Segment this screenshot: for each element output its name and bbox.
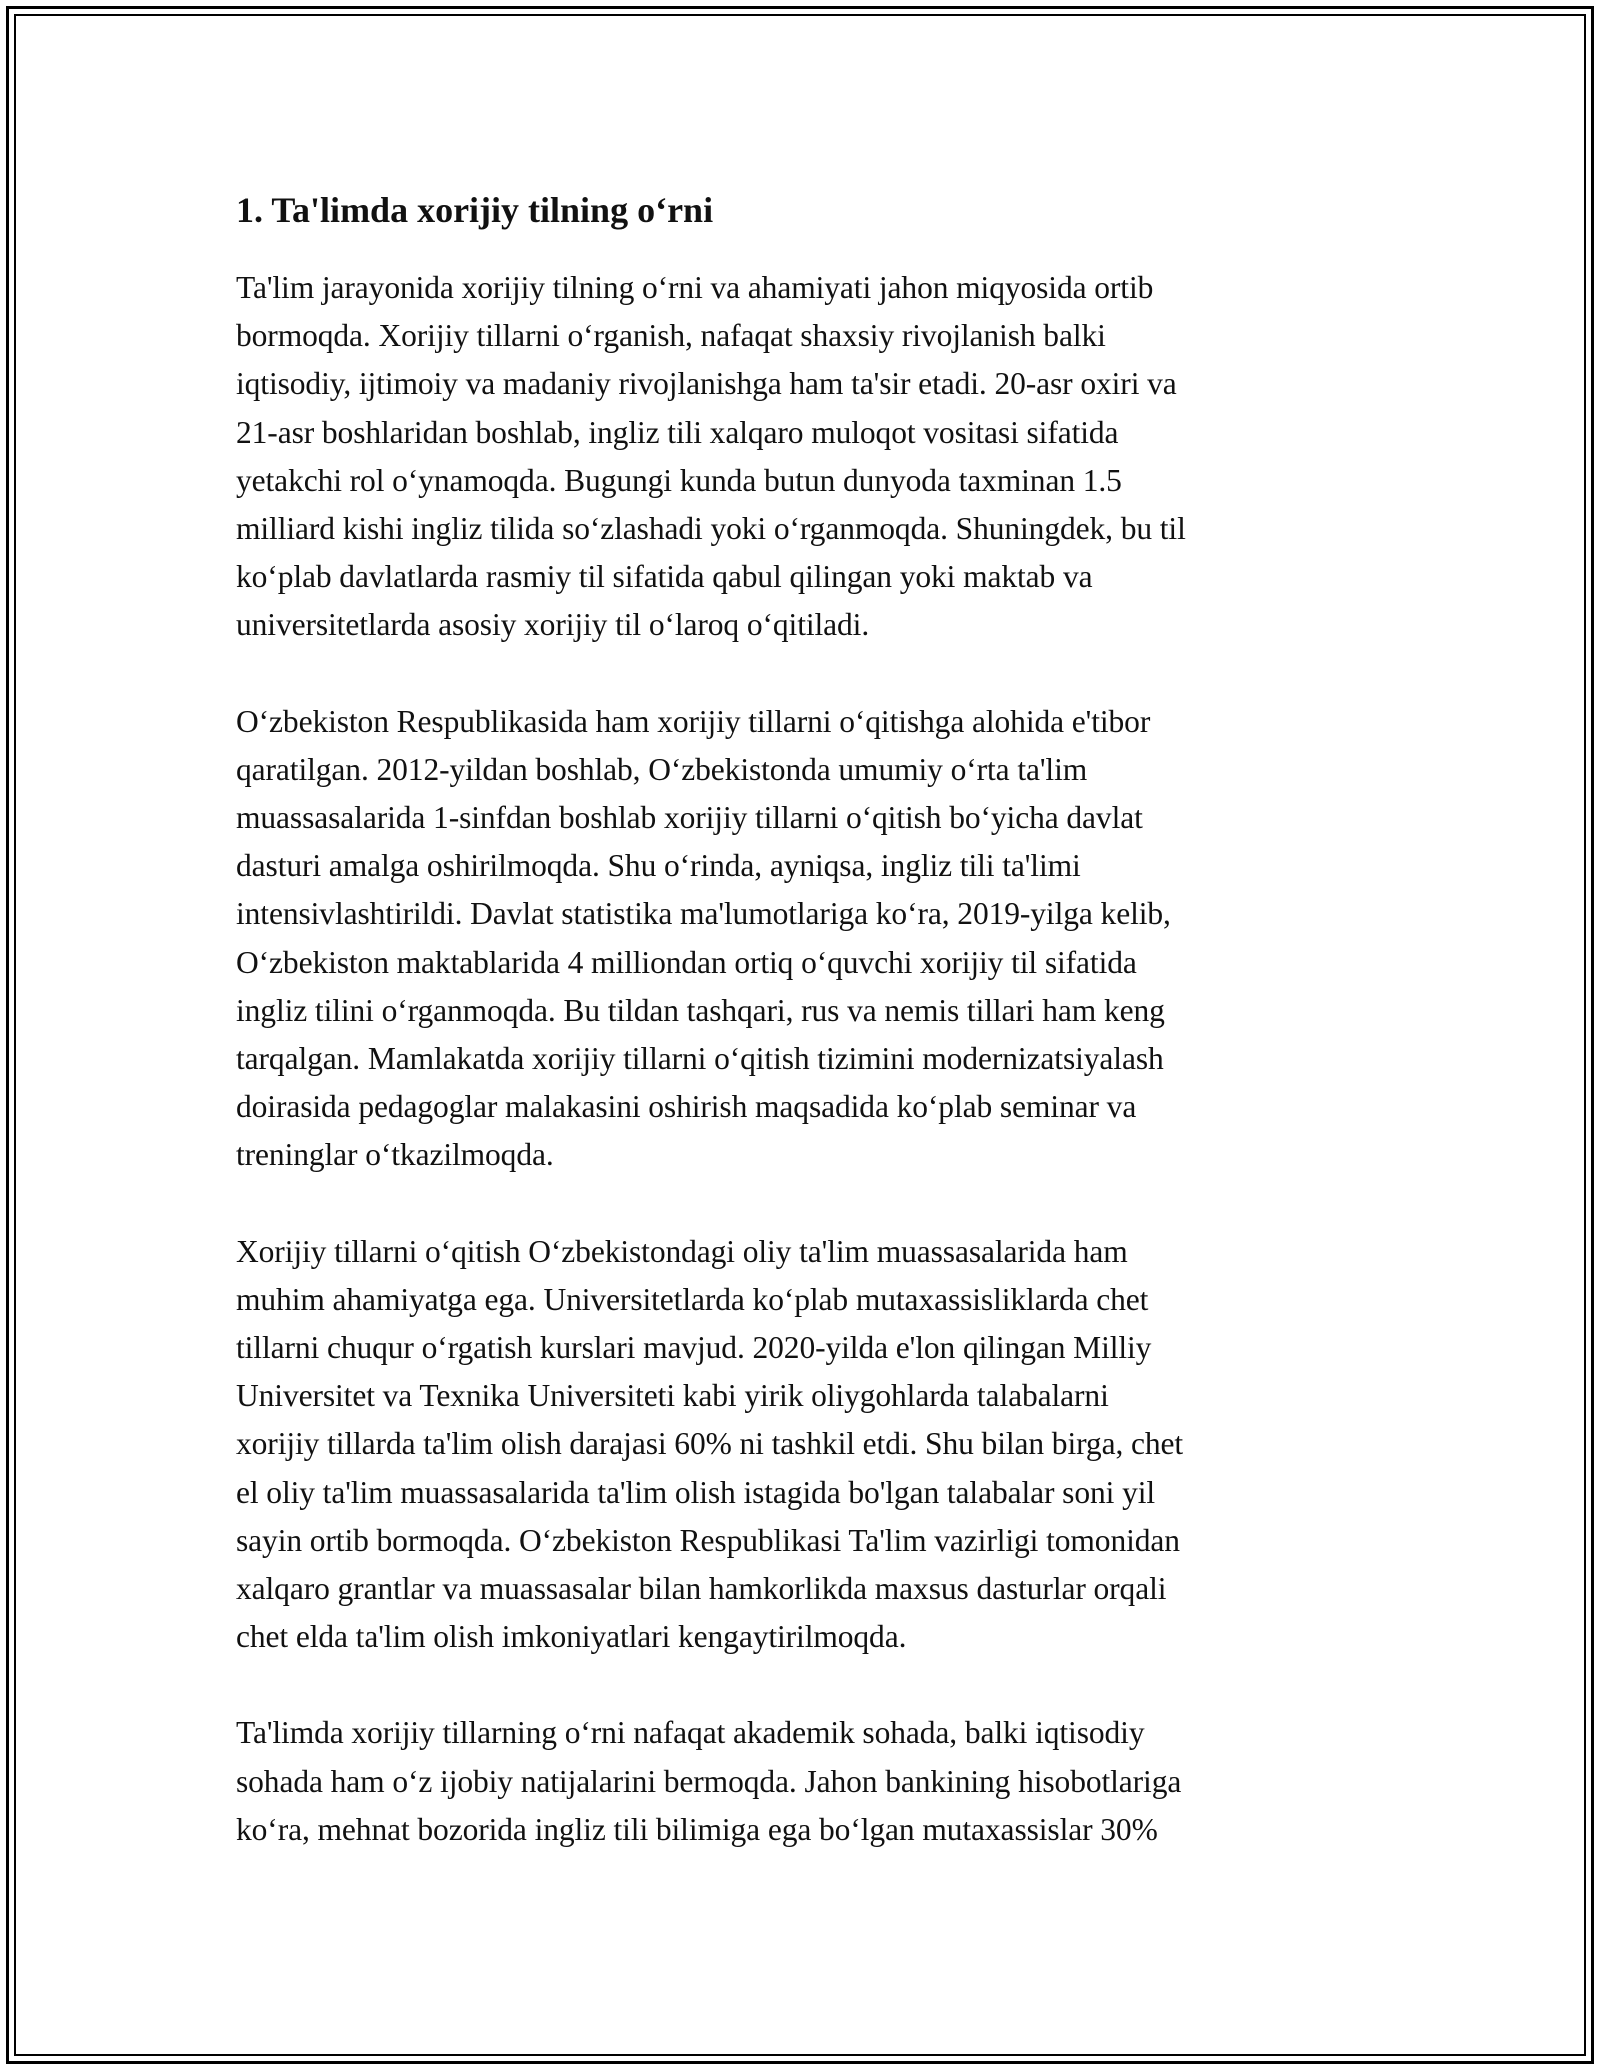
text-line: Oʻzbekiston maktablarida 4 milliondan ortiq oʻquvchi xorijiy til sifatida <box>236 944 1137 980</box>
text-line: intensivlashtirildi. Davlat statistika ma'lumotlariga koʻra, 2019-yilga kelib, <box>236 896 1171 932</box>
text-line: muassasalarida 1-sinfdan boshlab xorijiy tillarni oʻqitish boʻyicha davlat <box>236 800 1143 836</box>
text-line: bormoqda. Xorijiy tillarni oʻrganish, nafaqat shaxsiy rivojlanish balki <box>236 318 1106 354</box>
text-line: treninglar oʻtkazilmoqda. <box>236 1137 554 1173</box>
text-line: Universitet va Texnika Universiteti kabi yirik oliygohlarda talabalarni <box>236 1378 1109 1414</box>
text-line: muhim ahamiyatga ega. Universitetlarda koʻplab mutaxassisliklarda chet <box>236 1281 1149 1317</box>
text-line: doirasida pedagoglar malakasini oshirish maqsadida koʻplab seminar va <box>236 1089 1137 1125</box>
text-line: qaratilgan. 2012-yildan boshlab, Oʻzbekistonda umumiy oʻrta ta'lim <box>236 751 1088 787</box>
section-heading: 1. Ta'limda xorijiy tilning oʻrni <box>236 190 714 230</box>
text-line: Ta'limda xorijiy tillarning oʻrni nafaqat akademik sohada, balki iqtisodiy <box>236 1715 1145 1751</box>
text-line: 21-asr boshlaridan boshlab, ingliz tili xalqaro muloqot vositasi sifatida <box>236 414 1119 450</box>
text-line: yetakchi rol oʻynamoqda. Bugungi kunda butun dunyoda taxminan 1.5 <box>236 462 1122 498</box>
text-line: koʻplab davlatlarda rasmiy til sifatida qabul qilingan yoki maktab va <box>236 559 1093 595</box>
text-line: milliard kishi ingliz tilida soʻzlashadi yoki oʻrganmoqda. Shuningdek, bu til <box>236 511 1186 547</box>
text-line: tillarni chuqur oʻrgatish kurslari mavjud. 2020-yilda e'lon qilingan Milliy <box>236 1330 1152 1366</box>
text-line: universitetlarda asosiy xorijiy til oʻlaroq oʻqitiladi. <box>236 607 870 643</box>
document-body <box>236 186 1368 1902</box>
text-line: el oliy ta'lim muassasalarida ta'lim olish istagida bo'lgan talabalar soni yil <box>236 1474 1156 1510</box>
text-line: iqtisodiy, ijtimoiy va madaniy rivojlanishga ham ta'sir etadi. 20-asr oxiri va <box>236 366 1177 402</box>
text-line: Ta'lim jarayonida xorijiy tilning oʻrni va ahamiyati jahon miqyosida ortib <box>236 270 1154 305</box>
paragraph-3 <box>236 1228 1368 1662</box>
text-line: sohada ham oʻz ijobiy natijalarini bermoqda. Jahon bankining hisobotlariga <box>236 1763 1182 1799</box>
text-line: sayin ortib bormoqda. Oʻzbekiston Respublikasi Ta'lim vazirligi tomonidan <box>236 1522 1180 1558</box>
text-line: ingliz tilini oʻrganmoqda. Bu tildan tashqari, rus va nemis tillari ham keng <box>236 992 1165 1028</box>
text-line: tarqalgan. Mamlakatda xorijiy tillarni oʻqitish tizimini modernizatsiyalash <box>236 1041 1164 1077</box>
text-line: dasturi amalga oshirilmoqda. Shu oʻrinda, ayniqsa, ingliz tili ta'limi <box>236 848 1081 884</box>
text-line: koʻra, mehnat bozorida ingliz tili bilimiga ega boʻlgan mutaxassislar 30% <box>236 1811 1158 1847</box>
text-line: xalqaro grantlar va muassasalar bilan hamkorlikda maxsus dasturlar orqali <box>236 1571 1167 1607</box>
text-line: chet elda ta'lim olish imkoniyatlari kengaytirilmoqda. <box>236 1619 907 1655</box>
text-line: Oʻzbekiston Respublikasida ham xorijiy tillarni oʻqitishga alohida e'tibor <box>236 703 1151 739</box>
paragraph-2 <box>236 698 1368 1180</box>
text-line: xorijiy tillarda ta'lim olish darajasi 60% ni tashkil etdi. Shu bilan birga, chet <box>236 1426 1184 1462</box>
paragraph-4 <box>236 1709 1368 1854</box>
text-line: Xorijiy tillarni oʻqitish Oʻzbekistondagi oliy ta'lim muassasalarida ham <box>236 1233 1128 1269</box>
paragraph-1 <box>236 264 1368 650</box>
